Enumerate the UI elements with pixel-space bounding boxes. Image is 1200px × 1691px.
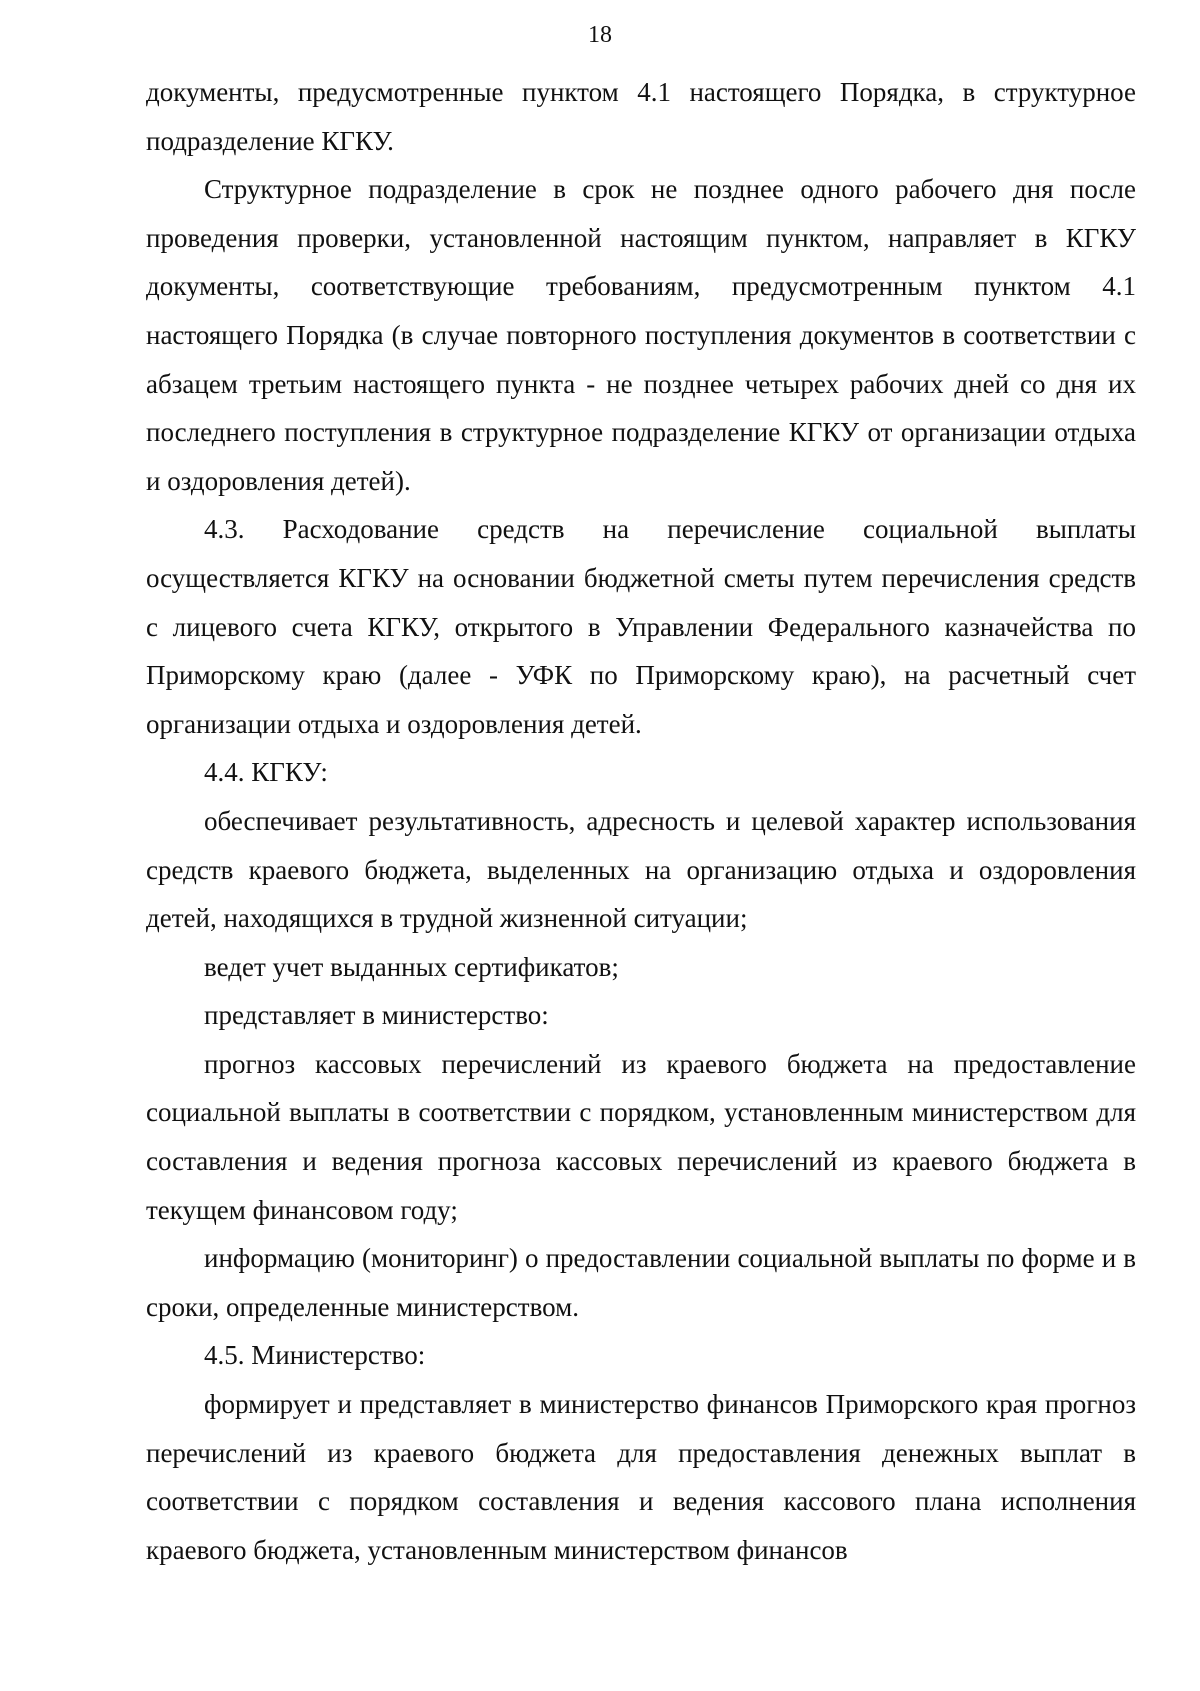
paragraph: прогноз кассовых перечислений из краевого бюджета на предоставление социальной выплаты в соответствии с порядком, установленным министерством для составления и ведения прогноза кассовых перечислений из краевого бюджета в текущем финансовом году; xyxy=(146,1048,1136,1225)
paragraph: 4.3. Расходование средств на перечисление социальной выплаты осуществляется КГКУ на основании бюджетной сметы путем перечисления средств с лицевого счета КГКУ, открытого в Управлении Федерального казначейства по Приморскому краю (далее - УФК по Приморскому краю), на расчетный счет организации отдыха и оздоровления детей. xyxy=(146,514,1136,739)
document-body xyxy=(146,68,1136,1574)
paragraph: ведет учет выданных сертификатов; xyxy=(204,951,619,982)
paragraph: обеспечивает результативность, адресность и целевой характер использования средств краевого бюджета, выделенных на организацию отдыха и оздоровления детей, находящихся в трудной жизненной ситуации; xyxy=(146,805,1136,934)
paragraph: документы, предусмотренные пунктом 4.1 настоящего Порядка, в структурное подразделение КГКУ. xyxy=(146,77,1136,156)
paragraph: представляет в министерство: xyxy=(204,1000,549,1031)
page-number: 18 xyxy=(588,22,612,48)
paragraph: информацию (мониторинг) о предоставлении социальной выплаты по форме и в сроки, определенные министерством. xyxy=(146,1243,1136,1322)
paragraph: 4.4. КГКУ: xyxy=(204,757,328,788)
paragraph: Структурное подразделение в срок не позднее одного рабочего дня после проведения проверки, установленной настоящим пунктом, направляет в КГКУ документы, соответствующие требованиям, предусмотренным пунктом 4.1 настоящего Порядка (в случае повторного поступления документов в соответствии с абзацем третьим настоящего пункта - не позднее четырех рабочих дней со дня их последнего поступления в структурное подразделение КГКУ от организации отдыха и оздоровления детей). xyxy=(146,174,1136,496)
paragraph: 4.5. Министерство: xyxy=(204,1340,426,1371)
paragraph: формирует и представляет в министерство финансов Приморского края прогноз перечислений из краевого бюджета для предоставления денежных выплат в соответствии с порядком составления и ведения кассового плана исполнения краевого бюджета, установленным министерством финансов xyxy=(146,1389,1136,1565)
